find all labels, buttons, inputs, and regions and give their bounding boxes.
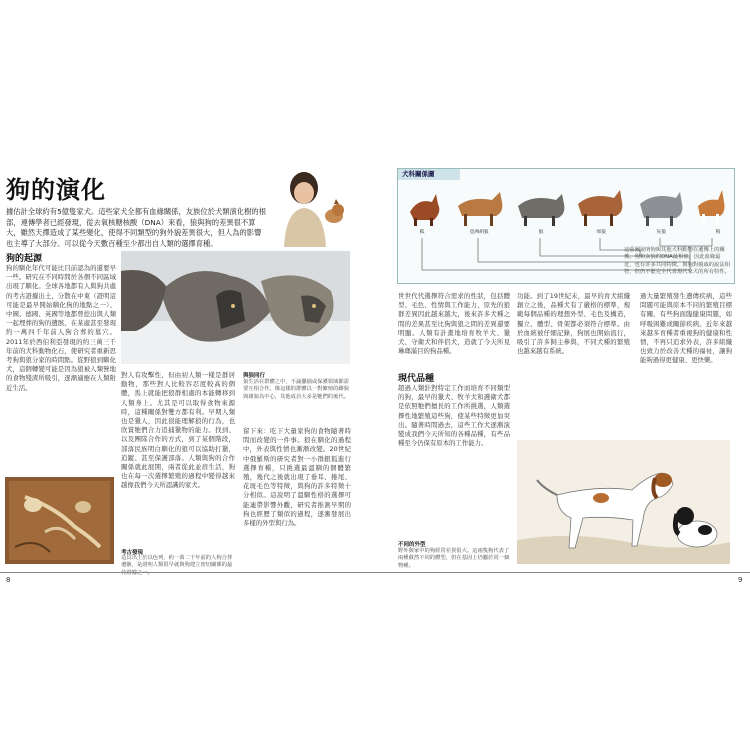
page-bottom-rule bbox=[0, 572, 750, 573]
skeleton-caption-heading: 考古發現 bbox=[121, 550, 144, 556]
left-column-2: 對人有攻擊性，但由初人類一樣是群居動物，那些對人比較容忍度較高的個體，馬上就能把狼群相處的本能轉移到人類身上。尤其是可以取得食物來源時，這種關係對雙方都有利。早期人類也是獵人，因此很能理解狼的行為，也欣賞牠們合力追捕獵物的能力。找到、以及團隊合作的方式，到了某個階段，部落民族明白馴化的狼可以協助打獵，追蹤、甚至保護部落。人類與狗的合作關係就此展開，兩者從此並肩生活，狗也在每一次選擇繁殖的過程中變得越來越像我們今天所認識的家犬。 bbox=[121, 371, 235, 490]
left-column-3: 留下來：吃下大量家狗的食物隨著時間而改變的一件事。狼在馴化的過程中，外表與性情也漸漸改變。20世紀中俄羅斯的研究者對一小群銀狐進行選擇育種，只挑選最溫馴的個體繁殖，幾代之後就出現了垂耳、捲尾、花斑毛色等特徵，與狗的許多特徵十分相似。這說明了溫馴性格的選擇可能連帶影響外觀，研究者推測早期的狗也經歷了類似的過程，逐漸發展出多樣的外型與行為。 bbox=[243, 427, 351, 528]
right-column-1: 世世代代選擇符合需求的性狀，包括體型、毛色、性情與工作能力，原先的狼群差異因此越來越大，後來許多犬種之間的差異甚至比狗與狼之間的差異還要明顯。人類有計畫地培育牧羊犬、獵犬、守衛犬和伴侶犬，造就了今天所見琳瑯滿目的狗品種。 bbox=[398, 292, 510, 356]
page-number-left: 8 bbox=[6, 576, 11, 584]
page-number-right: 9 bbox=[738, 576, 743, 584]
skeleton-caption: 這具出土於以色列、約一萬二千年前的人狗合葬遺骸，是證明人類很早就與狗建立密切關係的最 bbox=[121, 555, 233, 569]
section-heading-origins: 狗的起源 bbox=[6, 254, 43, 264]
dogs-caption: 野外與家中的狗經常差異很大。這兩隻狗代表了兩種截然不同的體型，但在基因上仍屬於同一個物種。 bbox=[398, 548, 510, 569]
animal-label-fox: 狐 bbox=[419, 230, 425, 235]
wolves-caption: 狼生活在群體之中，不論獵捕或保護領域都需要互相合作。像這樣的群體以一對繁殖的雌狼與雄狼為中心，其他成員大多是牠們的後代。 bbox=[243, 379, 349, 400]
dogs-caption-heading: 不同的外型 bbox=[398, 542, 426, 548]
animal-label-gray-wolf: 灰狼 bbox=[656, 230, 666, 235]
animal-label-dog: 狗 bbox=[715, 230, 721, 235]
wolves-caption-heading: 與狼同行 bbox=[243, 373, 266, 379]
right-column-3: 過大量繁殖發生遺傳疾病，這些問題可能與原本不同的繁殖目標有關，有些狗面臨健康問題，如呼吸困難或關節疾病。近年來越來越多育種者重視狗的健康和性情，不再只追求外表，許多組織也致力於改善犬種的福祉，讓狗能夠過得更健康、更快樂。 bbox=[640, 292, 732, 365]
jackal-icon bbox=[458, 192, 502, 226]
fox-icon bbox=[410, 194, 439, 226]
family-tree-caption: 這張圖說明狗與其他犬科動物在遺傳上的關係。狗和灰狼的DNA最相似，因此血緣最近，也有許多共同特徵，與狗對親戚的說法相符，但仍不能完全代表現代家犬的所有特性。 bbox=[624, 247, 730, 276]
dog-icon bbox=[698, 190, 725, 226]
wolf-icon bbox=[518, 194, 564, 226]
section-heading-modern-breeds: 現代品種 bbox=[398, 374, 435, 384]
animal-label-jackal: 亞洲胡狼 bbox=[469, 230, 489, 235]
coyote-icon bbox=[578, 190, 622, 226]
left-column-1: 狗的馴化年代可能比目前認為的還要早一些。研究在不同時間於各個不同區域出現了馴化。全球各地都有人與狗共處的考古證據出土，分散在中東（證明這可能是最早開始馴化狗的地點之一）、中國、德國、英國等地都曾挖出與人類一起埋葬的狗的遺骸，在某處甚至發現約一萬四千年前人狗合葬的墓穴。2011年於西伯利亞發現的約三萬三千年前的犬科動物化石，使研究者重新思考狗與狼分家的時間點。從野狼到馴化犬，這個轉變可能是因為狼被人類營地的食物殘渣所吸引，逐漸適應在人類附近生活。 bbox=[6, 264, 116, 392]
intro-paragraph: 據估計全球約有5億隻家犬。這些家犬全都有血緣關係，友族位於犬類演化樹的根部，連傳學者已經發現，從去氧核糖核酸（DNA）來看，狼與狗的差異很不算大，雖然天擇造成了某些變化，使得不同類型的狗外貌差異很大，但人為的影響也主導了大部分。可以從今天數百種至少都出自人類的選擇育種。 bbox=[6, 207, 267, 248]
archaeological-skeleton-photo bbox=[5, 477, 114, 564]
modern-breeds-text: 超過人類針對特定工作而培育不同類型的狗，最早的獵犬、牧羊犬和護衛犬都是依照牠們擅長的工作所挑選，人類選擇性地繁殖這些狗，使某些特徵更加突出。隨著時間過去，這些工作犬逐漸演變成我們今天所知的各種品種，有些品種至今仍保有原本的工作能力。 bbox=[398, 384, 510, 448]
gray-wolf-icon bbox=[640, 192, 682, 226]
page-title: 狗的演化 bbox=[6, 176, 106, 204]
dogs-illustration bbox=[517, 440, 730, 564]
animal-label-coyote: 郊狼 bbox=[596, 230, 606, 235]
family-tree-title: 犬科關係圖 bbox=[398, 169, 460, 180]
child-with-puppy-photo bbox=[272, 162, 354, 247]
wolves-photo bbox=[121, 251, 350, 364]
animal-label-wolf: 狼 bbox=[538, 230, 544, 235]
right-column-2: 功能。到了19世紀末，最早的育犬組織創立之後，品種犬有了嚴格的標準，規範每個品種的理想外型、毛色及構造，獨立、體型、骨架都必須符合標準。由於血統被仔細記錄，狗展也開始流行，吸引了許多飼主參與，不同犬種的繁殖也越來越有系統。 bbox=[517, 292, 630, 356]
